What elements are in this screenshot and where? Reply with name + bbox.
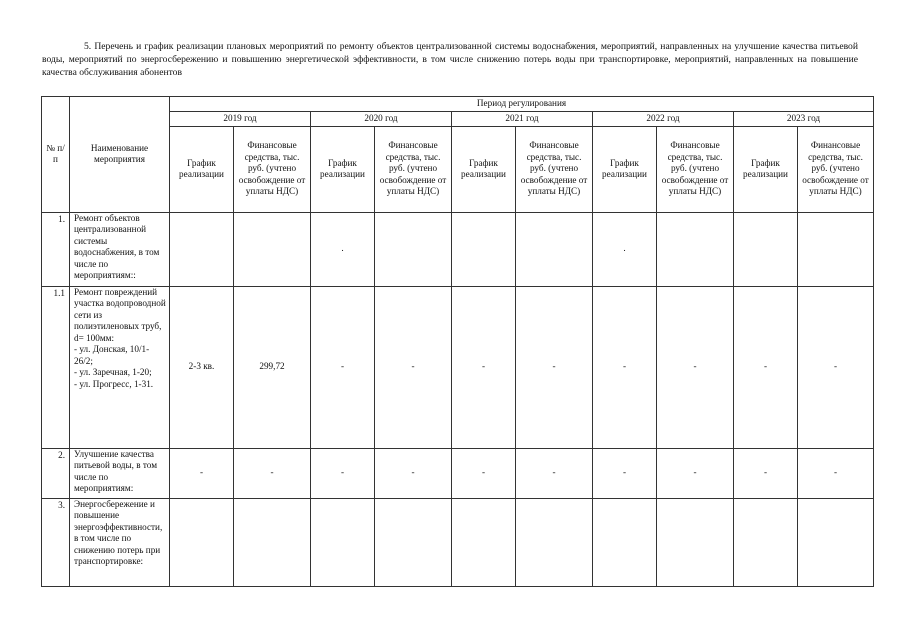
cell-value <box>516 212 593 286</box>
header-year-2022: 2022 год <box>593 112 734 127</box>
header-year-2023: 2023 год <box>734 112 874 127</box>
cell-value: - <box>170 448 234 498</box>
cell-value <box>170 498 234 586</box>
row-num: 2. <box>42 448 70 498</box>
cell-value <box>170 212 234 286</box>
cell-value: - <box>734 448 798 498</box>
cell-value: 2-3 кв. <box>170 286 234 448</box>
cell-value: - <box>234 448 311 498</box>
cell-value <box>452 498 516 586</box>
table-row <box>42 498 874 586</box>
cell-value: - <box>311 448 375 498</box>
cell-value: . <box>311 212 375 286</box>
header-finance-2022: Финансовые средства, тыс. руб. (учтено освобождение от уплаты НДС) <box>657 126 734 212</box>
row-name: Ремонт объектов централизованной системы водоснабжения, в том числе по мероприятиям:: <box>70 212 170 286</box>
table-row <box>42 286 874 448</box>
row-name-line: - ул. Донская, 10/1-26/2; <box>74 344 150 366</box>
header-finance-2019: Финансовые средства, тыс. руб. (учтено освобождение от уплаты НДС) <box>234 126 311 212</box>
row-num: 1.1 <box>42 286 70 448</box>
row-num: 3. <box>42 498 70 586</box>
table-row <box>42 448 874 498</box>
header-period: Период регулирования <box>170 97 874 112</box>
cell-value: - <box>375 448 452 498</box>
cell-value <box>375 498 452 586</box>
header-name: Наименование мероприятия <box>70 97 170 213</box>
cell-value: - <box>657 286 734 448</box>
header-schedule-2019: График реализации <box>170 126 234 212</box>
header-finance-2020: Финансовые средства, тыс. руб. (учтено освобождение от уплаты НДС) <box>375 126 452 212</box>
header-year-2020: 2020 год <box>311 112 452 127</box>
cell-value <box>657 498 734 586</box>
cell-value <box>375 212 452 286</box>
cell-value: 299,72 <box>234 286 311 448</box>
cell-value: - <box>516 448 593 498</box>
cell-value: - <box>798 286 874 448</box>
cell-value <box>734 498 798 586</box>
header-schedule-2020: График реализации <box>311 126 375 212</box>
cell-value <box>452 212 516 286</box>
row-name-line: - ул. Прогресс, 1-31. <box>74 378 154 389</box>
cell-value: - <box>311 286 375 448</box>
row-name-line: - ул. Заречная, 1-20; <box>74 367 152 377</box>
cell-value: - <box>734 286 798 448</box>
cell-value: - <box>452 448 516 498</box>
cell-value <box>657 212 734 286</box>
row-num: 1. <box>42 212 70 286</box>
section-heading-text: 5. Перечень и график реализации плановых мероприятий по ремонту объектов централизованной системы водоснабжения, мероприятий, направленных на улучшение качества питьевой воды, мероприятий по энергосбережению и повышению энергетической эффективности, в том числе снижению потерь воды при транспортировке, мероприятий, направленных на повышение качества обслуживания абонентов <box>42 41 858 78</box>
cell-value: - <box>657 448 734 498</box>
table-row <box>42 212 874 286</box>
cell-value: . <box>593 212 657 286</box>
cell-value <box>798 498 874 586</box>
cell-value <box>234 212 311 286</box>
cell-value <box>311 498 375 586</box>
header-year-2021: 2021 год <box>452 112 593 127</box>
header-num: № п/п <box>42 97 70 213</box>
cell-value <box>516 498 593 586</box>
row-name-line: Ремонт повреждений участка водопроводной сети из полиэтиленовых труб, d= 100мм: <box>74 286 166 343</box>
section-heading <box>42 40 858 79</box>
header-schedule-2022: График реализации <box>593 126 657 212</box>
cell-value <box>234 498 311 586</box>
header-finance-2023: Финансовые средства, тыс. руб. (учтено освобождение от уплаты НДС) <box>798 126 874 212</box>
header-finance-2021: Финансовые средства, тыс. руб. (учтено освобождение от уплаты НДС) <box>516 126 593 212</box>
cell-value <box>734 212 798 286</box>
cell-value <box>798 212 874 286</box>
cell-value: - <box>452 286 516 448</box>
plan-table <box>41 96 874 587</box>
cell-value: - <box>375 286 452 448</box>
header-schedule-2021: График реализации <box>452 126 516 212</box>
cell-value: - <box>516 286 593 448</box>
header-schedule-2023: График реализации <box>734 126 798 212</box>
row-name: Энергосбережение и повышение энергоэффективности, в том числе по снижению потерь при транспортировке: <box>70 498 170 586</box>
cell-value: - <box>593 448 657 498</box>
cell-value: - <box>798 448 874 498</box>
header-year-2019: 2019 год <box>170 112 311 127</box>
cell-value <box>593 498 657 586</box>
row-name <box>70 286 170 448</box>
row-name: Улучшение качества питьевой воды, в том числе по мероприятиям: <box>70 448 170 498</box>
cell-value: - <box>593 286 657 448</box>
